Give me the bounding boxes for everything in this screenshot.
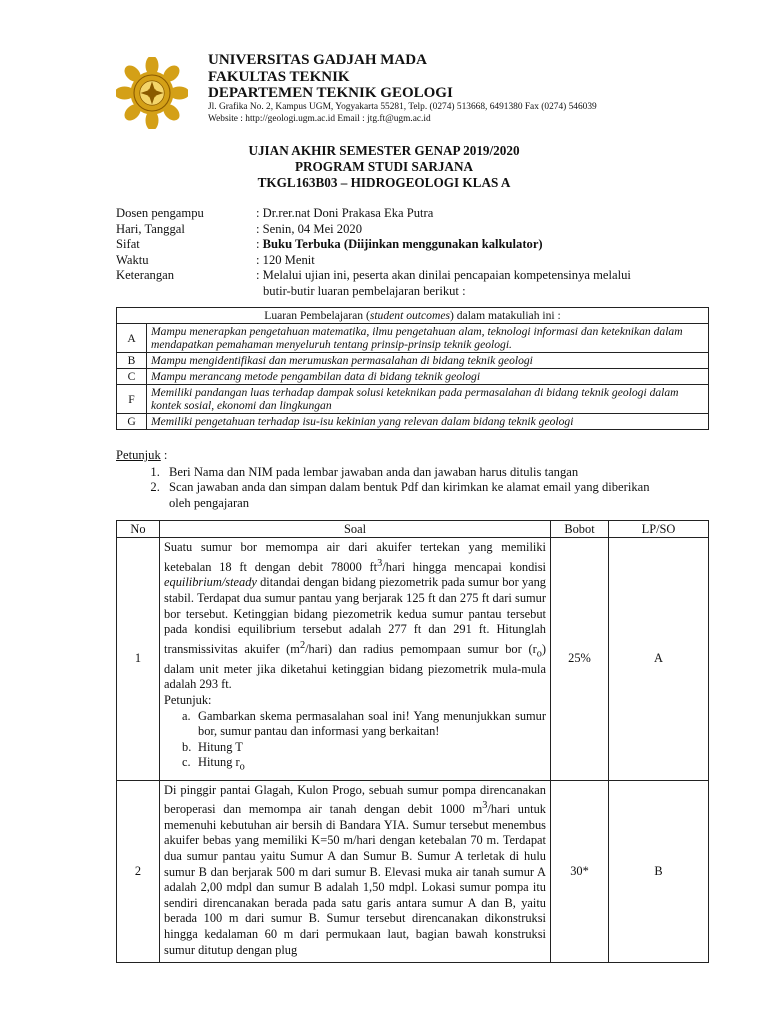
outcomes-header-row [117, 308, 709, 324]
list-item [182, 755, 546, 775]
subitem-marker: c. [182, 755, 191, 770]
sifat-value: Buku Terbuka (Diijinkan menggunakan kalkulator) [262, 237, 543, 252]
outcome-text: Memiliki pengetahuan terhadap isu-isu kekinian yang relevan dalam bidang teknik geologi [147, 414, 709, 430]
question-bobot: 30* [551, 780, 609, 963]
info-label: Dosen pengampu [116, 206, 204, 220]
learning-outcomes-table [116, 307, 709, 430]
info-value: : Senin, 04 Mei 2020 [256, 221, 362, 236]
info-value: : Buku Terbuka (Diijinkan menggunakan kalkulator) [256, 237, 543, 252]
info-label: Hari, Tanggal [116, 221, 185, 236]
instructions [116, 448, 669, 511]
info-row-dosen [116, 206, 706, 222]
info-value: : Dr.rer.nat Doni Prakasa Eka Putra [256, 206, 434, 220]
info-value: : 120 Menit [256, 252, 315, 267]
outcome-text: Mampu merancang metode pengambilan data di bidang teknik geologi [147, 369, 709, 385]
exam-info [116, 206, 706, 300]
outcomes-header [117, 308, 709, 324]
header-bobot: Bobot [551, 521, 609, 538]
outcome-code: A [117, 324, 147, 353]
info-row-sifat [116, 237, 706, 253]
list-item: 1. Beri Nama dan NIM pada lembar jawaban anda dan jawaban harus ditulis tangan [163, 465, 669, 481]
outcome-code: G [117, 414, 147, 430]
q1-text: ) dalam unit meter jika diketahui ketinggian bidang piezometrik mula-mula adalah 293 ft. [164, 641, 547, 692]
table-row [117, 538, 709, 781]
outcomes-header-pre: Luaran Pembelajaran ( [264, 309, 370, 322]
exam-title-line-2: PROGRAM STUDI SARJANA [294, 159, 474, 174]
q1-em: equilibrium/steady [164, 575, 257, 590]
contact-line: Website : http://geologi.ugm.ac.id Email : jtg.ft@ugm.ac.id [208, 113, 431, 124]
q1-text: /hari hingga mencapai kondisi [382, 559, 546, 574]
q1-sub: o [536, 648, 542, 660]
institution-heading [208, 52, 453, 102]
outcomes-header-post: ) dalam matakuliah ini : [450, 309, 561, 322]
instructions-title-text: Petunjuk [116, 448, 161, 462]
header-soal: Soal [160, 521, 551, 538]
q2-sup: 3 [482, 800, 488, 812]
list-item [182, 709, 546, 740]
instructions-colon: : [160, 448, 168, 462]
exam-title-line-1: UJIAN AKHIR SEMESTER GENAP 2019/2020 [248, 143, 520, 158]
address-block [208, 102, 597, 125]
list-item [182, 740, 546, 756]
university-name: UNIVERSITAS GADJAH MADA [208, 52, 427, 68]
q2-text: /hari untuk memenuhi kebutuhan air bersih di Bandara YIA. Sumur tersebut menembus akuifer bebas yang memiliki K=50 m/hari dengan ketebalan 70 m. Terdapat dua sumur pantau yaitu Sumur A dan Sumur B. Sumur A terletak di hulu sumur B dan berjarak 500 m dari sumur B. Elevasi muka air tanah sumur A adalah 2,00 mdpl dan sumur B adalah 1,50 mdpl. Lokasi sumur pompa itu sendiri direncanakan berada pada satu garis antara sumur A dan B, yaitu berada 100 m dari sumur B. Sumur tersebut direncanakan dikonstruksi hingga kedalaman 60 m dari permukaan laut, bagian bawah konstruksi sumur ditutup dengan plug [164, 802, 546, 957]
info-row-keterangan [116, 268, 706, 299]
header-lpso: LP/SO [609, 521, 709, 538]
outcome-text: Mampu mengidentifikasi dan merumuskan permasalahan di bidang teknik geologi [147, 353, 709, 369]
info-value [256, 268, 706, 299]
questions-table [116, 520, 709, 963]
table-row [117, 369, 709, 385]
instructions-list [116, 465, 669, 512]
keterangan-line-2: butir-butir luaran pembelajaran berikut : [263, 283, 466, 298]
exam-title-line-3: TKGL163B03 – HIDROGEOLOGI KLAS A [257, 175, 511, 190]
q1-text: /hari) dan radius pemompaan sumur bor (r [305, 641, 537, 656]
subitem-marker: b. [182, 739, 192, 754]
question-lpso: B [609, 780, 709, 963]
info-label: Sifat [116, 237, 140, 252]
q1-text: ditandai dengan bidang piezometrik pada sumur bor yang stabil. Terdapat dua sumur pantau yang berjarak 125 ft dan 275 ft dari sumur bor tersebut. Ketinggian bidang piezometrik kedua sumur pantau tersebut pada kondisi equilibrium tersebut adalah 277 ft dan 291 ft. Hitunglah transmissivitas akuifer (m [164, 575, 546, 656]
question-lpso: A [609, 538, 709, 781]
department-name: DEPARTEMEN TEKNIK GEOLOGI [208, 85, 453, 101]
question-no: 2 [117, 780, 160, 963]
questions-header-row [117, 521, 709, 538]
outcome-code: C [117, 369, 147, 385]
instructions-title [116, 448, 669, 464]
subitem-marker: a. [182, 708, 191, 723]
header-no: No [117, 521, 160, 538]
q1-subitems [164, 709, 546, 776]
q1-text: Suatu sumur bor memompa air dari akuifer tertekan yang memiliki ketebalan 18 ft dengan debit 78000 ft [164, 540, 546, 574]
outcome-text: Mampu menerapkan pengetahuan matematika, ilmu pengetahuan alam, teknologi informasi dan keteknikan dalam mendapatkan pemahaman menyeluruh tentang prinsip-prinsip teknik geologi. [147, 324, 709, 353]
q2-text: Di pinggir pantai Glagah, Kulon Progo, sebuah sumur pompa direncanakan beroperasi dan memompa air tanah dengan debit 1000 m [164, 782, 546, 817]
outcome-code: F [117, 385, 147, 414]
table-row [117, 414, 709, 430]
exam-title [0, 143, 768, 191]
subitem-text-main: Hitung r [198, 755, 240, 770]
table-row [117, 353, 709, 369]
table-row [117, 324, 709, 353]
list-item: 2. Scan jawaban anda dan simpan dalam bentuk Pdf dan kirimkan ke alamat email yang diberikan oleh pengajaran [163, 480, 669, 511]
q1-sup: 2 [299, 639, 306, 651]
subitem-text: Hitung T [198, 739, 243, 754]
faculty-name: FAKULTAS TEKNIK [208, 68, 350, 85]
info-row-tanggal [116, 222, 706, 238]
address-line: Jl. Grafika No. 2, Kampus UGM, Yogyakarta 55281, Telp. (0274) 513668, 6491380 Fax (0274) 546039 [208, 102, 597, 112]
info-row-waktu [116, 253, 706, 269]
q1-sup: 3 [377, 557, 383, 569]
table-row [117, 385, 709, 414]
info-label: Waktu [116, 252, 149, 267]
subitem-text: Gambarkan skema permasalahan soal ini! Yang menunjukkan sumur bor, sumur pantau dan informasi yang berkaitan! [198, 708, 546, 739]
question-text [160, 538, 551, 781]
outcomes-header-em: student outcomes [369, 309, 450, 322]
question-text [160, 780, 551, 963]
table-row [117, 780, 709, 963]
q1-petunjuk-label: Petunjuk: [164, 693, 212, 708]
outcome-text: Memiliki pandangan luas terhadap dampak solusi keteknikan pada permasalahan di bidang teknik geologi dalam kontek sosial, ekonomi dan lingkungan [147, 385, 709, 414]
subitem-sub: o [239, 761, 245, 773]
info-label: Keterangan [116, 268, 175, 283]
ugm-seal-icon [116, 57, 188, 129]
question-bobot: 25% [551, 538, 609, 781]
subitem-text [198, 755, 245, 775]
outcome-code: B [117, 353, 147, 369]
keterangan-line-1: : Melalui ujian ini, peserta akan dinilai pencapaian kompetensinya melalui [256, 268, 631, 283]
question-no: 1 [117, 538, 160, 781]
